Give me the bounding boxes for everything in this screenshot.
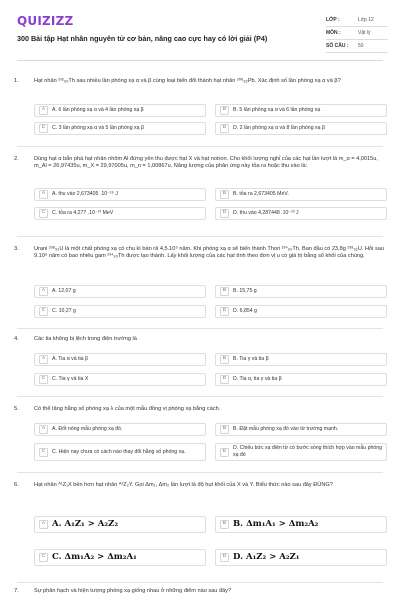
option-text: A. thu vào 2,673405 .10⁻¹⁹ J [52,191,118,198]
option-text: C. 3 lần phóng xạ α và 5 lần phóng xạ β [52,125,144,132]
option-letter: A [39,425,48,434]
question-divider [17,236,383,237]
option-text: C. 10,27 g [52,308,76,315]
question-number: 1. [14,78,19,84]
option-text: C. Tia γ và tia X [52,376,89,383]
question-divider [17,328,383,329]
option-b[interactable] [215,188,387,201]
option-letter: B [220,520,229,529]
option-letter: D [220,209,229,218]
meta-key: MÔN : [326,29,341,36]
option-c[interactable] [34,549,206,566]
option-text: A. 6 lần phóng xạ α và 4 lần phóng xạ β [52,107,144,114]
page-title: 300 Bài tập Hạt nhân nguyên tử cơ bản, nâng cao cực hay có lời giải (P4) [17,34,268,43]
question-number: 5. [14,406,19,412]
quizizz-logo: QUIZIZZ [17,14,74,28]
option-text: A. Tia α và tia β [52,356,88,363]
question-text: Dùng hạt α bắn phá hạt nhân nhôm Al đứng yên thu được hạt X và hạt notron. Cho khối lượng nghỉ của các hạt lần lượt là m_α = 4,0015u, m_Al = 26,97435u, m_X = 29,97005u, m_n = 1,00867u. Năng lượng của phản ứng này tỏa ra hoặc thu vào là: [34,156,378,170]
option-text: B. 15,75 g [233,288,257,295]
meta-key: SỐ CÂU : [326,42,349,49]
option-c[interactable] [34,443,206,461]
option-c[interactable] [34,122,206,135]
question-number: 6. [14,482,19,488]
question-divider [17,146,383,147]
question-number: 3. [14,246,19,252]
option-text: D. A₁Z₂ > A₂Z₁ [233,551,300,562]
meta-key: LỚP : [326,16,340,23]
option-c[interactable] [34,305,206,318]
meta-row-subject [326,27,388,40]
option-text: B. 5 lần phóng xạ α và 6 lần phóng xạ [233,107,321,114]
option-letter: C [39,553,48,562]
question-text: Sự phân hạch và hiện tượng phóng xạ giống nhau ở những điểm nào sau đây? [34,588,232,594]
option-a[interactable] [34,353,206,366]
option-letter: A [39,190,48,199]
option-text: D. 6,854 g [233,308,257,315]
option-letter: D [220,307,229,316]
question-number: 7. [14,588,19,594]
question-text: Hạt nhân ᴬ¹Z₁X bền hơn hạt nhân ᴬ²Z₂Y. Gọi Δm₁, Δm₂ lần lượt là độ hụt khối của X và Y. Biểu thức nào sau đây ĐÚNG? [34,482,333,488]
option-text: B. Δm₁A₁ > Δm₂A₂ [233,518,319,529]
option-text: A. A₁Z₁ > A₂Z₂ [52,518,119,529]
option-letter: C [39,124,48,133]
option-letter: D [220,124,229,133]
option-letter: B [220,287,229,296]
question-divider [17,472,383,473]
meta-value: 50 [358,42,364,49]
option-text: C. Hiện nay chưa có cách nào thay đổi hằng số phóng xạ. [52,448,186,455]
option-a[interactable] [34,285,206,298]
option-c[interactable] [34,207,206,220]
question-text: Urani ²³⁸₉₂U là một chất phóng xạ có chu kì bán rã 4,5.10⁹ năm. Khi phóng xạ α sẽ biến thành Thori ²³⁴₉₀Th. Ban đầu có 23,8g ²³⁸₉₂U. Hỏi sau 9.10⁹ năm có bao nhiêu gam ²³⁴₉₀Th được tạo thành. Lấy khối lượng của các hạt tính theo đơn vị u có giá trị bằng số khối của chúng. [34,246,384,260]
option-letter: B [220,190,229,199]
option-text: B. Tia γ và tia β [233,356,269,363]
question-number: 4. [14,336,19,342]
option-text: A. Đốt nóng mẫu phóng xạ đó. [52,426,123,433]
option-d[interactable] [215,122,387,135]
option-letter: C [39,375,48,384]
meta-value: Vật lý [358,29,371,36]
question-text: Hạt nhân ²³²₉₀Th sau nhiều lần phóng xạ α và β cùng loại biến đổi thành hạt nhân ²⁰⁸₈₂Pb. Xác định số lần phóng xạ α và β? [34,78,341,84]
question-text: Các tia không bị lệch trong điện trường là [34,336,137,342]
option-b[interactable] [215,285,387,298]
meta-value: Lớp 12 [358,16,374,23]
option-d[interactable] [215,207,387,220]
option-text: D. Tia α, tia γ và tia β [233,376,282,383]
question-divider [17,396,383,397]
meta-row-count [326,40,388,53]
option-letter: A [39,287,48,296]
option-d[interactable] [215,305,387,318]
option-a[interactable] [34,516,206,533]
option-text: C. Δm₁A₂ > Δm₂A₁ [52,551,137,562]
option-b[interactable] [215,423,387,436]
option-c[interactable] [34,373,206,386]
option-letter: C [39,209,48,218]
option-letter: A [39,355,48,364]
option-letter: B [220,425,229,434]
option-a[interactable] [34,423,206,436]
option-a[interactable] [34,188,206,201]
option-letter: A [39,520,48,529]
option-a[interactable] [34,104,206,117]
option-d[interactable] [215,443,387,461]
option-letter: C [39,307,48,316]
option-b[interactable] [215,353,387,366]
question-text: Có thể tăng hằng số phóng xạ λ của một mẫu đồng vị phóng xạ bằng cách. [34,406,221,412]
option-text: B. tỏa ra 2,673405 MeV. [233,191,289,198]
option-b[interactable] [215,104,387,117]
option-letter: D [220,553,229,562]
option-text: B. Đặt mẫu phóng xạ đó vào từ trường mạnh. [233,426,339,433]
option-b[interactable] [215,516,387,533]
option-letter: D [220,375,229,384]
question-number: 2. [14,156,19,162]
option-letter: B [220,106,229,115]
option-text: A. 12,07 g [52,288,76,295]
option-letter: A [39,106,48,115]
header-divider [17,60,383,61]
worksheet-header [0,0,400,64]
option-d[interactable] [215,549,387,566]
option-text: D. Chiếu bức xạ điện từ có bước sóng thích hợp vào mẫu phóng xạ đó [233,445,383,458]
meta-row-class [326,14,388,27]
question-divider [17,582,383,583]
meta-table [326,14,388,53]
option-text: C. tỏa ra 4,277 .10⁻¹³ MeV [52,210,114,217]
option-text: D. thu vào 4,287448 .10⁻¹³ J [233,210,299,217]
option-text: D. 2 lần phóng xạ α và 8 lần phóng xạ β [233,125,325,132]
option-d[interactable] [215,373,387,386]
option-letter: D [220,448,229,457]
option-letter: C [39,448,48,457]
option-letter: B [220,355,229,364]
